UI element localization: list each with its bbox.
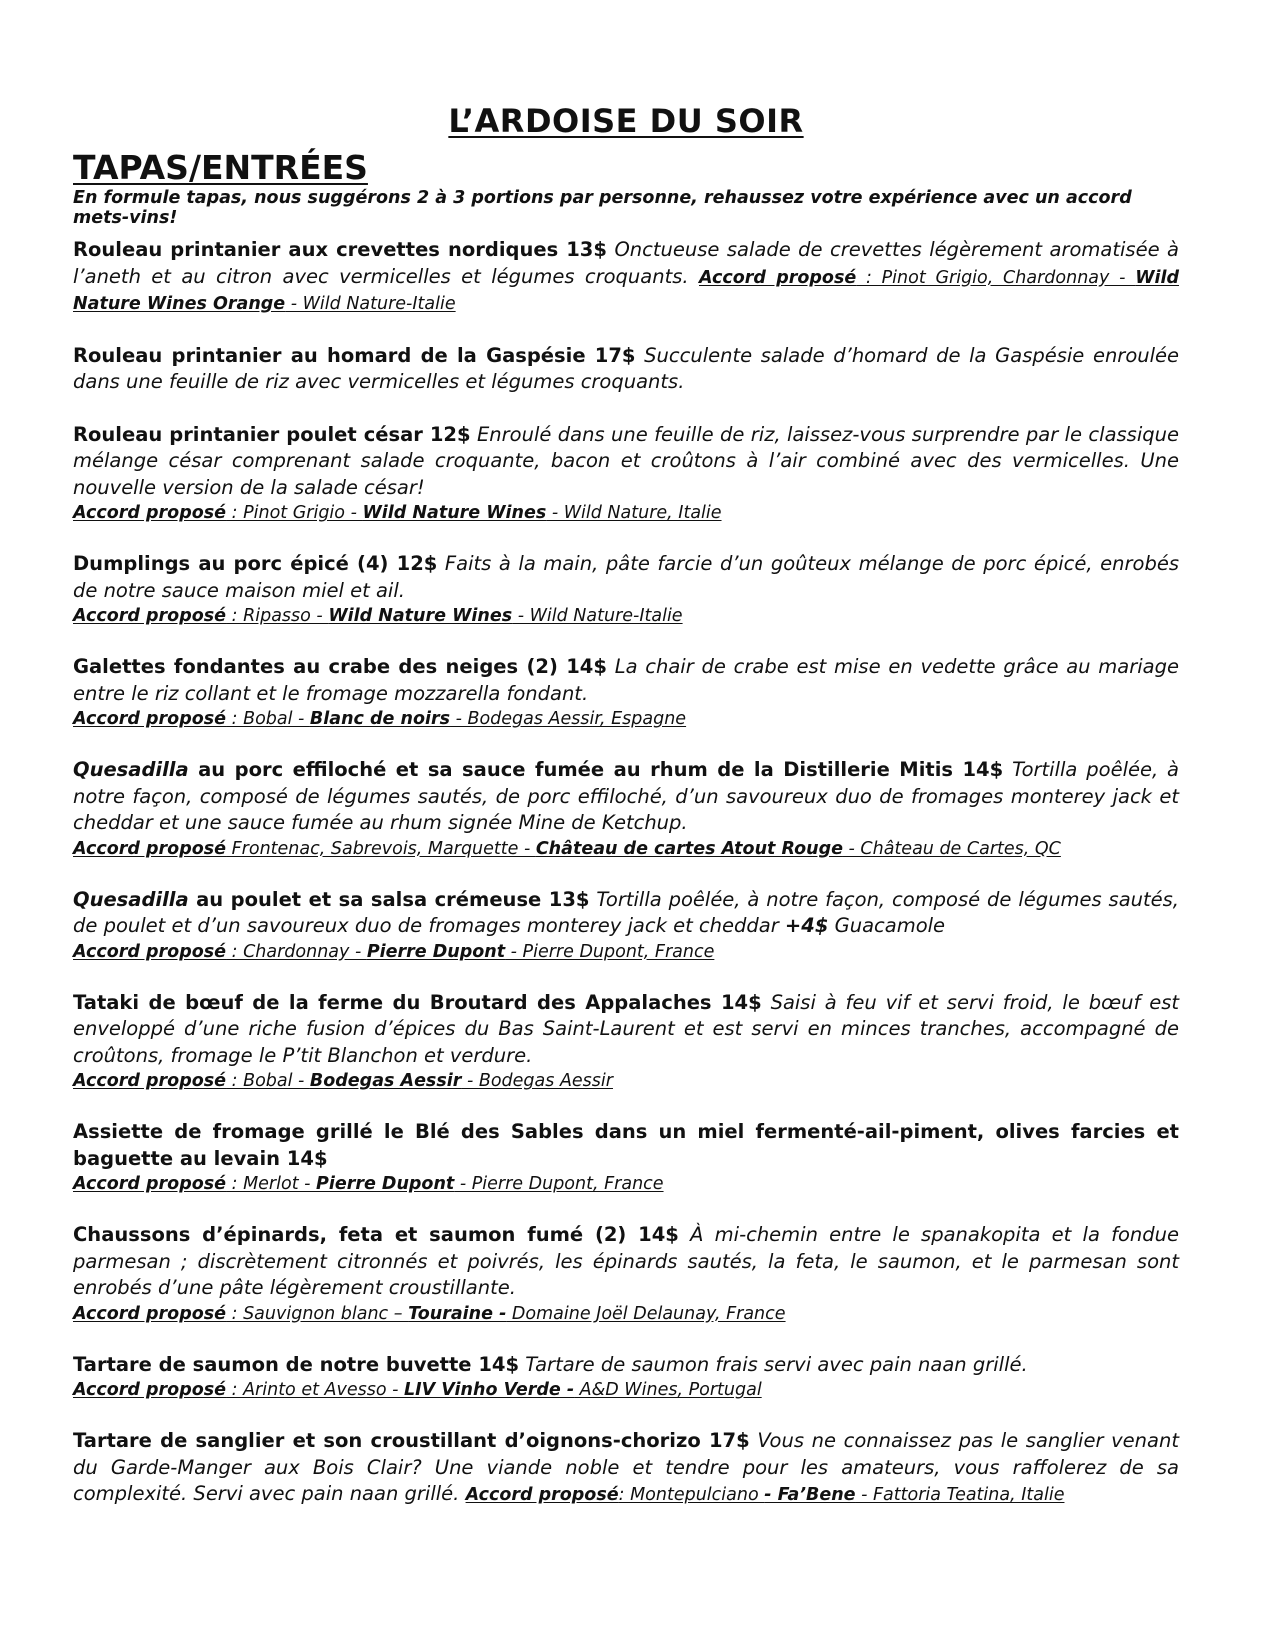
wine-pairing	[73, 604, 1179, 628]
menu-item	[73, 551, 1179, 628]
pairing-producer: - Château de Cartes, QC	[842, 838, 1061, 859]
pairing-label: Accord proposé	[73, 838, 227, 859]
pairing-wine: Touraine -	[408, 1303, 507, 1324]
item-name: Rouleau printanier aux crevettes nordiques 13$	[73, 238, 607, 261]
menu-item	[73, 422, 1179, 526]
item-description: Faits à la main, pâte farcie d’un goûteux mélange de porc épicé, enrobés de notre sauce maison miel et ail.	[73, 552, 1179, 602]
pairing-grape: : Bobal -	[226, 709, 310, 729]
item-name: Dumplings au porc épicé (4) 12$	[73, 552, 438, 575]
item-description: Saisi à feu vif et servi froid, le bœuf est enveloppé d’une riche fusion d’épices du Bas Saint-Laurent et est servi en minces tranches, accompagné de croûtons, fromage le P’tit Blanchon et verdure.	[73, 990, 1179, 1067]
pairing-grape: : Sauvignon blanc –	[226, 1303, 409, 1324]
pairing-producer: - Pierre Dupont, France	[454, 1174, 664, 1194]
pairing-wine: Pierre Dupont	[366, 941, 506, 962]
pairing-label: Accord proposé	[73, 1380, 227, 1400]
pairing-grape: : Merlot -	[226, 1174, 316, 1194]
item-name-rest: au poulet et sa salsa crémeuse 13$	[188, 887, 590, 911]
item-name-rest: au porc effiloché et sa sauce fumée au rhum de la Distillerie Mitis 14$	[188, 758, 1004, 781]
pairing-grape: : Montepulciano	[618, 1485, 765, 1505]
item-name: Chaussons d’épinards, feta et saumon fumé (2) 14$	[73, 1223, 679, 1246]
item-name	[73, 758, 1003, 781]
item-name-emphasis: Quesadilla	[73, 758, 189, 781]
pairing-producer: A&D Wines, Portugal	[574, 1380, 762, 1400]
pairing-grape: : Arinto et Avesso -	[226, 1380, 404, 1400]
menu-item	[73, 237, 1179, 317]
pairing-label: Accord proposé	[73, 1303, 227, 1324]
menu-item	[73, 1428, 1179, 1508]
pairing-wine: LIV Vinho Verde -	[404, 1380, 575, 1400]
pairing-wine: Bodegas Aessir	[309, 1071, 462, 1091]
wine-pairing	[73, 501, 1179, 525]
pairing-wine: Château de cartes Atout Rouge	[535, 838, 843, 859]
item-name: Rouleau printanier poulet césar 12$	[73, 422, 471, 446]
menu-item	[73, 654, 1179, 731]
pairing-label: Accord proposé	[73, 1071, 227, 1091]
item-name: Tartare de sanglier et son croustillant d’oignons-chorizo 17$	[73, 1429, 750, 1452]
pairing-label: Accord proposé	[73, 503, 227, 523]
item-description: À mi-chemin entre le spanakopita et la fondue parmesan ; discrètement citronnés et poivrés, les épinards sautés, la feta, le saumon, et le parmesan sont enrobés d’une pâte légèrement croustillante.	[73, 1223, 1180, 1299]
pairing-producer: - Bodegas Aessir	[461, 1071, 613, 1091]
pairing-producer: - Wild Nature, Italie	[546, 503, 722, 523]
item-description-main: Tortilla poêlée, à notre façon, composé de légumes sautés, de poulet et d’un savoureux duo de fromages monterey jack et cheddar	[73, 887, 1179, 937]
pairing-wine: Blanc de noirs	[309, 709, 451, 729]
pairing-grape: : Pinot Grigio -	[226, 503, 363, 523]
item-extra-price: +4$	[784, 914, 829, 937]
page-title: L’ARDOISE DU SOIR	[448, 102, 804, 140]
wine-pairing	[73, 1302, 1179, 1326]
item-name-emphasis: Quesadilla	[73, 887, 189, 911]
wine-pairing	[73, 940, 1179, 964]
pairing-grape: : Ripasso -	[226, 606, 329, 626]
pairing-wine: Wild Nature Wines	[328, 606, 513, 626]
pairing-producer: Domaine Joël Delaunay, France	[506, 1303, 786, 1324]
pairing-label: Accord proposé	[73, 1174, 227, 1194]
pairing-wine: - Fa’Bene	[764, 1485, 856, 1505]
menu-items	[73, 237, 1179, 1534]
pairing-wine: Pierre Dupont	[316, 1174, 455, 1194]
wine-pairing	[73, 707, 1179, 731]
pairing-producer: - Pierre Dupont, France	[505, 941, 715, 962]
menu-item	[73, 343, 1179, 396]
intro-text: En formule tapas, nous suggérons 2 à 3 portions par personne, rehaussez votre expérience avec un accord mets-vins!	[73, 188, 1132, 228]
item-name: Assiette de fromage grillé le Blé des Sables dans un miel fermenté-ail-piment, olives farcies et baguette au levain 14$	[73, 1120, 1179, 1170]
item-name: Tartare de saumon de notre buvette 14$	[73, 1352, 520, 1376]
menu-item	[73, 1119, 1179, 1196]
pairing-producer: - Bodegas Aessir, Espagne	[450, 709, 687, 729]
pairing-label: Accord proposé	[465, 1485, 619, 1505]
item-description: Tortilla poêlée, à notre façon, composé de légumes sautés, de porc effiloché, d’un savoureux duo de fromages monterey jack et cheddar et une sauce fumée au rhum signée Mine de Ketchup.	[73, 758, 1180, 834]
pairing-grape: : Bobal -	[226, 1071, 310, 1091]
wine-pairing	[73, 1378, 1179, 1402]
item-name: Galettes fondantes au crabe des neiges (2) 14$	[73, 655, 607, 678]
pairing-grape: : Pinot Grigio, Chardonnay -	[856, 267, 1136, 288]
wine-pairing	[73, 837, 1179, 861]
item-description: Tartare de saumon frais servi avec pain naan grillé.	[525, 1352, 1028, 1376]
menu-item	[73, 887, 1179, 964]
item-name: Rouleau printanier au homard de la Gaspésie 17$	[73, 343, 636, 367]
item-description: Vous ne connaissez pas le sanglier venant du Garde-Manger aux Bois Clair? Une viande noble et tendre pour les amateurs, vous raffolerez de sa complexité. Servi avec pain naan grillé.	[73, 1429, 1179, 1505]
item-name	[73, 888, 589, 911]
pairing-label: Accord proposé	[73, 606, 227, 626]
pairing-grape: : Chardonnay -	[226, 941, 367, 962]
pairing-producer: - Fattoria Teatina, Italie	[855, 1485, 1065, 1505]
menu-item	[73, 1222, 1179, 1326]
menu-item	[73, 990, 1179, 1094]
wine-pairing	[73, 1069, 1179, 1093]
item-description: La chair de crabe est mise en vedette grâce au mariage entre le riz collant et le fromage mozzarella fondant.	[73, 655, 1179, 705]
menu-item	[73, 757, 1179, 861]
wine-pairing	[73, 1172, 1179, 1196]
item-description: Onctueuse salade de crevettes légèrement aromatisée à l’aneth et au citron avec vermicelles et légumes croquants.	[73, 238, 1179, 288]
pairing-label: Accord proposé	[699, 267, 857, 288]
pairing-producer: - Wild Nature-Italie	[512, 606, 683, 626]
section-heading: TAPAS/ENTRÉES	[73, 148, 368, 187]
pairing-wine: Wild Nature Wines Orange	[73, 267, 1180, 314]
pairing-label: Accord proposé	[73, 941, 227, 962]
menu-item	[73, 1352, 1179, 1403]
pairing-label: Accord proposé	[73, 709, 227, 729]
pairing-wine: Wild Nature Wines	[362, 503, 547, 523]
item-extra-label: Guacamole	[828, 914, 946, 937]
item-description: Succulente salade d’homard de la Gaspésie enroulée dans une feuille de riz avec vermicelles et légumes croquants.	[73, 343, 1180, 393]
item-description: Enroulé dans une feuille de riz, laissez-vous surprendre par le classique mélange césar comprenant salade croquante, bacon et croûtons à l’air combiné avec des vermicelles. Une nouvelle version de la salade césar!	[73, 422, 1179, 499]
wine-pairing	[466, 1485, 1065, 1505]
pairing-producer: - Wild Nature-Italie	[285, 294, 456, 314]
item-name: Tataki de bœuf de la ferme du Broutard des Appalaches 14$	[73, 990, 762, 1014]
pairing-grape: Frontenac, Sabrevois, Marquette -	[226, 838, 536, 859]
